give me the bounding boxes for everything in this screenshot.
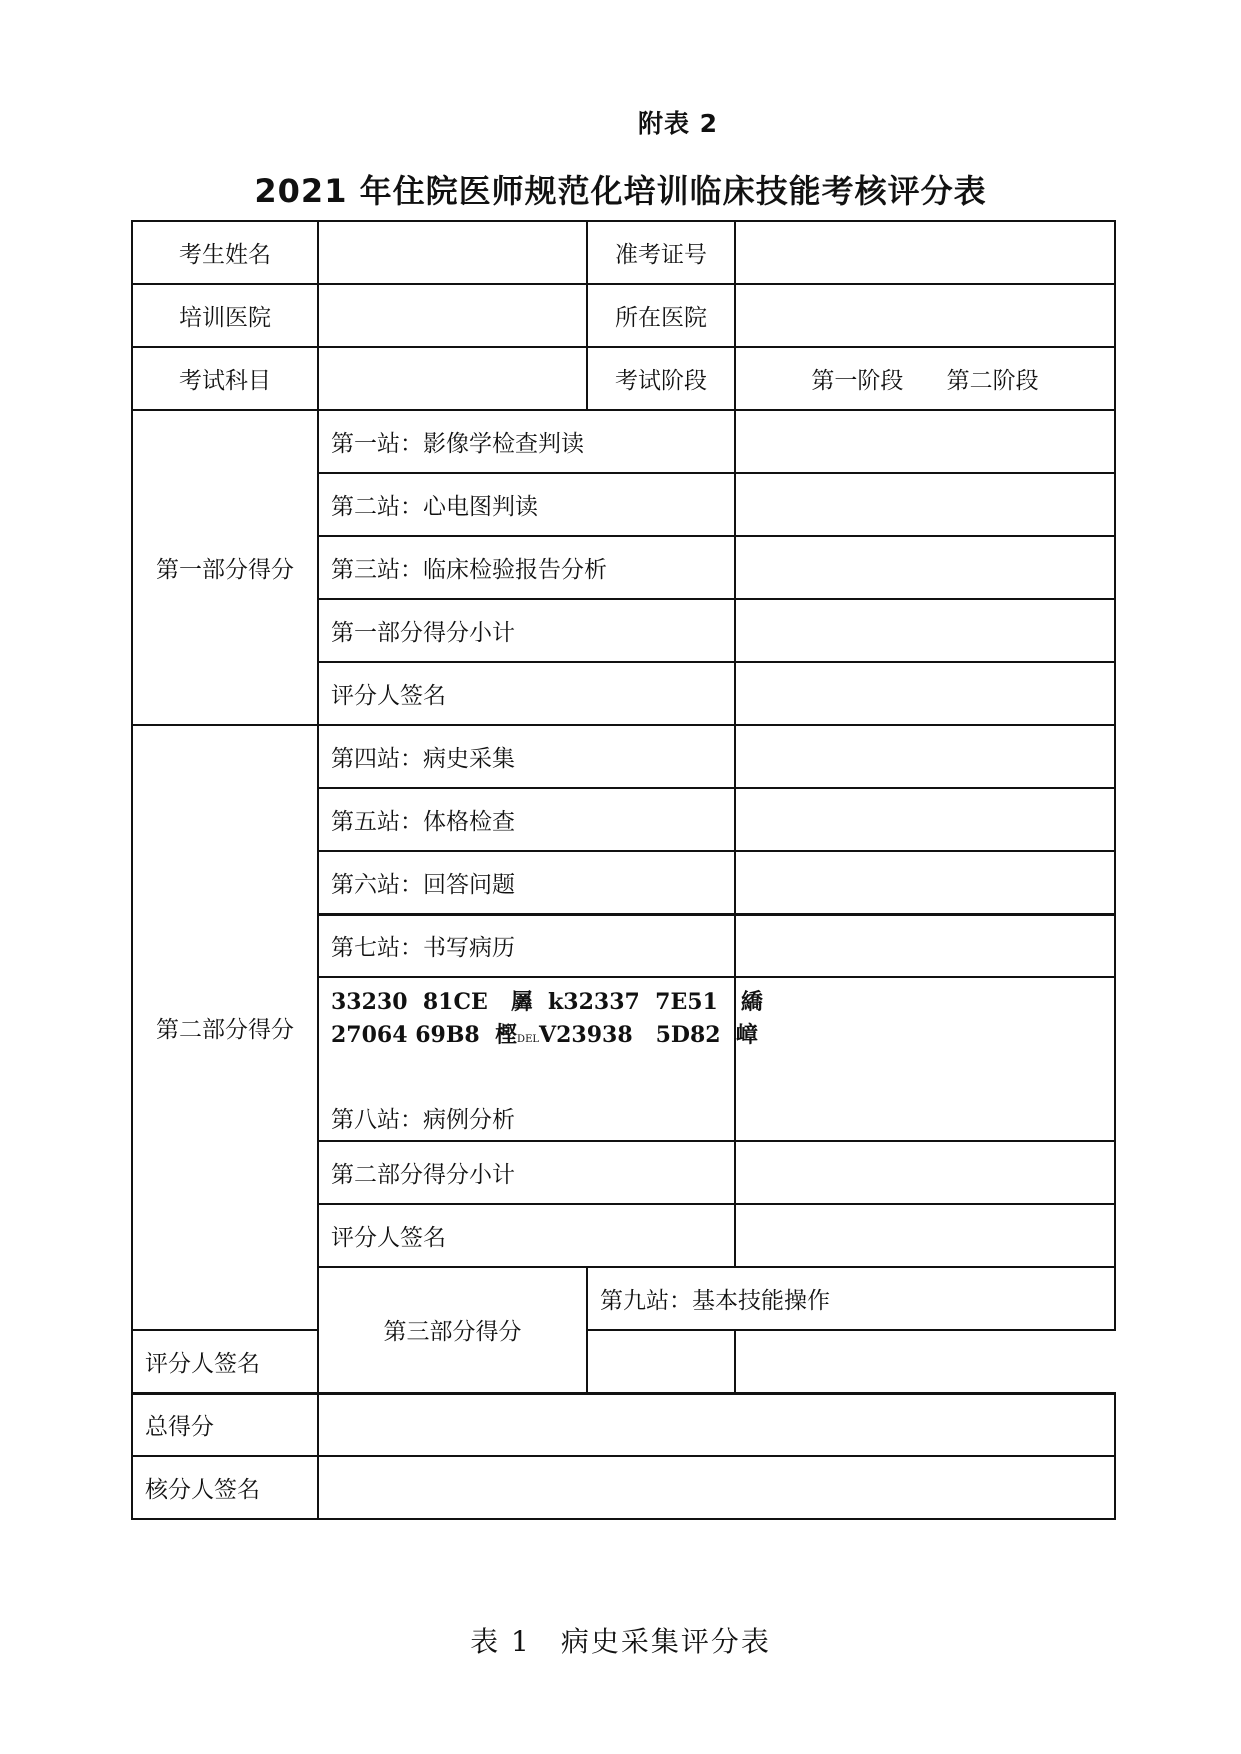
stage-option-first[interactable]: 第一阶段: [811, 368, 904, 394]
garbled-text-2b: V23938 5D82 嶂: [539, 1022, 758, 1048]
row-candidate: [132, 221, 1115, 284]
form-title: 2021 年住院医师规范化培训临床技能考核评分表: [254, 172, 987, 210]
scoring-table: [131, 220, 1116, 1520]
station9-label: 第九站：基本技能操作: [587, 1267, 1115, 1330]
part2-subtotal-score[interactable]: [735, 1141, 1115, 1204]
row-subject: [132, 347, 1115, 410]
row-part3-signature: [132, 1330, 1115, 1393]
station7-score[interactable]: [735, 914, 1115, 977]
part1-subtotal-label: 第一部分得分小计: [318, 599, 735, 662]
station5-score[interactable]: [735, 788, 1115, 851]
part3-label: 第三部分得分: [318, 1267, 587, 1393]
garbled-tiny-text: DEL: [517, 1034, 540, 1045]
station3-score[interactable]: [735, 536, 1115, 599]
part2-label: 第二部分得分: [132, 725, 318, 1330]
verifier-label: 核分人签名: [132, 1456, 318, 1519]
station6-score[interactable]: [735, 851, 1115, 914]
part1-signature-field[interactable]: [735, 662, 1115, 725]
station7-label: 第七站：书写病历: [318, 914, 735, 977]
subject-label: 考试科目: [132, 347, 318, 410]
station1-label: 第一站：影像学检查判读: [318, 410, 735, 473]
station6-label: 第六站：回答问题: [318, 851, 735, 914]
current-hospital-field[interactable]: [735, 284, 1115, 347]
row-verifier: [132, 1456, 1115, 1519]
garbled-text-line2: [331, 1019, 758, 1056]
part1-subtotal-score[interactable]: [735, 599, 1115, 662]
table-caption: 表 1 病史采集评分表: [470, 1625, 771, 1658]
station1-score[interactable]: [735, 410, 1115, 473]
row-station1: [132, 410, 1115, 473]
name-field[interactable]: [318, 221, 587, 284]
station5-label: 第五站：体格检查: [318, 788, 735, 851]
verifier-field[interactable]: [318, 1456, 1115, 1519]
station8-label: 第八站：病例分析: [331, 1107, 515, 1133]
part3-signature-label: 评分人签名: [132, 1330, 587, 1393]
exam-no-field[interactable]: [735, 221, 1115, 284]
station4-label: 第四站：病史采集: [318, 725, 735, 788]
total-label: 总得分: [132, 1393, 318, 1456]
part2-signature-label: 评分人签名: [318, 1204, 735, 1267]
station2-label: 第二站：心电图判读: [318, 473, 735, 536]
exam-no-label: 准考证号: [587, 221, 735, 284]
station2-score[interactable]: [735, 473, 1115, 536]
stage-options: [735, 347, 1115, 410]
training-hospital-label: 培训医院: [132, 284, 318, 347]
part2-signature-field[interactable]: [735, 1204, 1115, 1267]
station3-label: 第三站：临床检验报告分析: [318, 536, 735, 599]
name-label: 考生姓名: [132, 221, 318, 284]
part1-signature-label: 评分人签名: [318, 662, 735, 725]
garbled-text-2a: 27064 69B8 樫: [331, 1022, 518, 1048]
part1-label: 第一部分得分: [132, 410, 318, 725]
total-field[interactable]: [318, 1393, 1115, 1456]
subject-field[interactable]: [318, 347, 587, 410]
station8-cell: [318, 977, 763, 1141]
part3-signature-field[interactable]: [587, 1330, 735, 1393]
training-hospital-field[interactable]: [318, 284, 587, 347]
part2-subtotal-label: 第二部分得分小计: [318, 1141, 735, 1204]
current-hospital-label: 所在医院: [587, 284, 735, 347]
station8-score[interactable]: [735, 977, 1115, 1141]
row-hospital: [132, 284, 1115, 347]
stage-option-second[interactable]: 第二阶段: [946, 368, 1039, 394]
station4-score[interactable]: [735, 725, 1115, 788]
row-station4: [132, 725, 1115, 788]
garbled-text-line1: 33230 81CE 羼 k32337 7E51 繑: [331, 989, 763, 1015]
stage-label: 考试阶段: [587, 347, 735, 410]
row-total: [132, 1393, 1115, 1456]
appendix-label: 附表 2: [637, 109, 719, 138]
